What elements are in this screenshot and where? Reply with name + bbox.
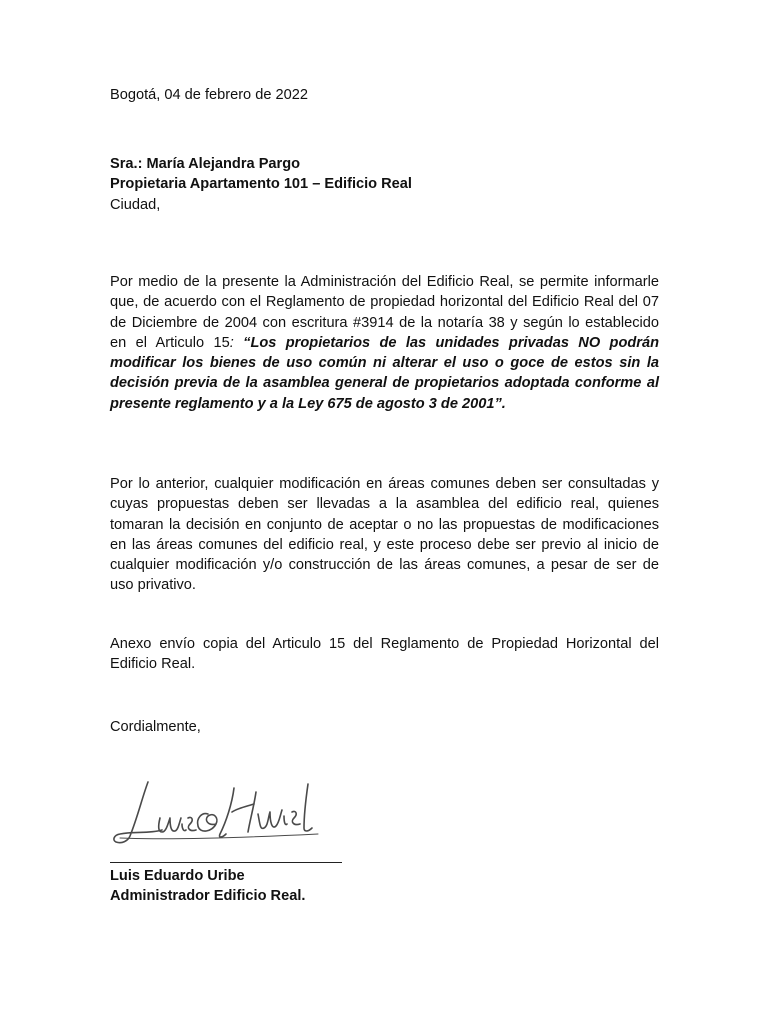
recipient-block	[110, 154, 659, 215]
signer-title: Administrador Edificio Real.	[110, 888, 306, 905]
recipient-city: Ciudad,	[110, 196, 161, 213]
article-quote: “Los propietarios de las unidades privadas NO podrán modificar los bienes de uso común ni alterar el uso o goce de estos sin la decisión previa de la asamblea general de propietarios adoptada conforme al presente reglamento y a la Ley 675 de agosto 3 de 2001”.	[110, 334, 659, 412]
date-line: Bogotá, 04 de febrero de 2022	[110, 87, 308, 103]
paragraph-intro-text: Por medio de la presente la Administración del Edificio Real, se permite informarle que, de acuerdo con el Reglamento de propiedad horizontal del Edificio Real del 07 de Diciembre de 2004 con escritura #3914 de la notaría 38 y según lo establecido en el Articulo 15	[110, 274, 659, 351]
recipient-position: Propietaria Apartamento 101 – Edificio Real	[110, 176, 412, 193]
paragraph-intro-colon: :	[229, 334, 234, 351]
paragraph-intro	[110, 272, 659, 414]
signature-line	[110, 862, 342, 863]
handwritten-signature-icon	[108, 768, 328, 850]
paragraph-body: Por lo anterior, cualquier modificación en áreas comunes deben ser consultadas y cuyas propuestas deben ser llevadas a la asamblea del edificio real, quienes tomaran la decisión en conjunto de aceptar o no las propuestas de modificaciones en las áreas comunes del edificio real, y este proceso debe ser previo al inicio de cualquier modificación y/o construcción de las áreas comunes, a pesar de ser de uso privativo.	[110, 476, 659, 594]
recipient-name: Sra.: María Alejandra Pargo	[110, 156, 301, 172]
signer-block	[110, 866, 659, 907]
closing: Cordialmente,	[110, 719, 201, 735]
paragraph-annex: Anexo envío copia del Articulo 15 del Reglamento de Propiedad Horizontal del Edificio Real.	[110, 636, 659, 673]
signer-name: Luis Eduardo Uribe	[110, 868, 245, 884]
